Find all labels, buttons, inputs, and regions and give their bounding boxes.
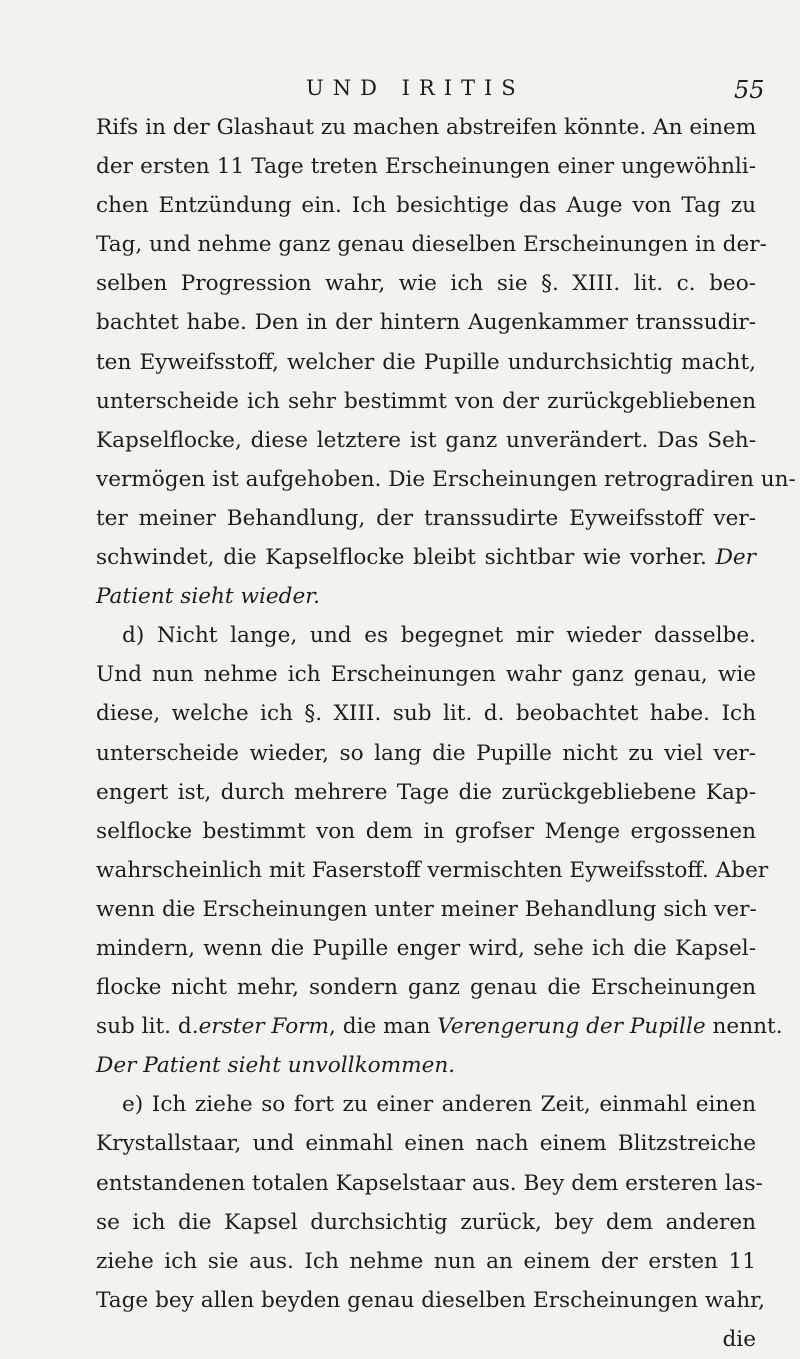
text-line: ten Eyweifsstoff, welcher die Pupille undurchsichtig macht,: [96, 349, 756, 375]
text-line: [96, 538, 756, 577]
running-title: UND IRITIS: [306, 76, 525, 100]
text-segment: sub lit. d.: [96, 1014, 199, 1040]
text-line: Der Patient sieht unvollkommen.: [96, 1053, 456, 1079]
text-line: e) Ich ziehe so fort zu einer anderen Zeit, einmahl einen: [122, 1092, 756, 1118]
text-line: chen Entzündung ein. Ich besichtige das Auge von Tag zu: [96, 193, 756, 219]
text-line: selflocke bestimmt von dem in grofser Menge ergossenen: [96, 818, 756, 844]
page-body: [96, 108, 796, 1359]
text-line: der ersten 11 Tage treten Erscheinungen einer ungewöhnli-: [96, 154, 756, 180]
text-line: selben Progression wahr, wie ich sie §. XIII. lit. c. beo-: [96, 271, 756, 297]
text-line: Und nun nehme ich Erscheinungen wahr ganz genau, wie: [96, 662, 756, 688]
text-line: wahrscheinlich mit Faserstoff vermischten Eyweifsstoff. Aber: [96, 857, 769, 883]
text-line: engert ist, durch mehrere Tage die zurückgebliebene Kap-: [96, 779, 756, 805]
text-line: vermögen ist aufgehoben. Die Erscheinungen retrogradiren un-: [96, 466, 796, 492]
text-line: unterscheide ich sehr bestimmt von der zurückgebliebenen: [96, 388, 756, 414]
text-line: bachtet habe. Den in der hintern Augenkammer transsudir-: [96, 310, 756, 336]
text-line: mindern, wenn die Pupille enger wird, sehe ich die Kapsel-: [96, 935, 756, 961]
catchword: die: [722, 1326, 756, 1352]
text-line: ziehe ich sie aus. Ich nehme nun an einem der ersten 11: [96, 1248, 756, 1274]
text-line: Tage bey allen beyden genau dieselben Erscheinungen wahr,: [96, 1287, 765, 1313]
text-line: se ich die Kapsel durchsichtig zurück, bey dem anderen: [96, 1209, 756, 1235]
text-line: Rifs in der Glashaut zu machen abstreifen könnte. An einem: [96, 115, 757, 140]
italic-text: Verengerung der Pupille: [437, 1014, 706, 1040]
italic-text: Der: [715, 545, 756, 571]
text-line: diese, welche ich §. XIII. sub lit. d. beobachtet habe. Ich: [96, 701, 756, 727]
text-line: Krystallstaar, und einmahl einen nach einem Blitzstreiche: [96, 1131, 756, 1157]
text-line: Tag, und nehme ganz genau dieselben Erscheinungen in der-: [96, 232, 767, 258]
text-line: Patient sieht wieder.: [96, 584, 321, 610]
text-line: entstandenen totalen Kapselstaar aus. Bey dem ersteren las-: [96, 1170, 763, 1196]
text-line: unterscheide wieder, so lang die Pupille nicht zu viel ver-: [96, 740, 756, 766]
text-segment: , die man: [329, 1014, 431, 1040]
page-number: 55: [734, 76, 765, 104]
text-line: flocke nicht mehr, sondern ganz genau die Erscheinungen: [96, 975, 756, 1001]
running-header: [0, 76, 800, 108]
text-line: wenn die Erscheinungen unter meiner Behandlung sich ver-: [96, 896, 757, 922]
text-line: d) Nicht lange, und es begegnet mir wieder dasselbe.: [122, 623, 756, 649]
text-line: ter meiner Behandlung, der transsudirte Eyweifsstoff ver-: [96, 505, 756, 531]
text-segment: nennt.: [712, 1014, 783, 1040]
text-line: [96, 1007, 783, 1046]
text-line: Kapselflocke, diese letztere ist ganz unverändert. Das Seh-: [96, 427, 756, 453]
italic-text: erster Form: [198, 1014, 330, 1040]
text-segment: schwindet, die Kapselflocke bleibt sichtbar wie vorher.: [96, 545, 707, 571]
